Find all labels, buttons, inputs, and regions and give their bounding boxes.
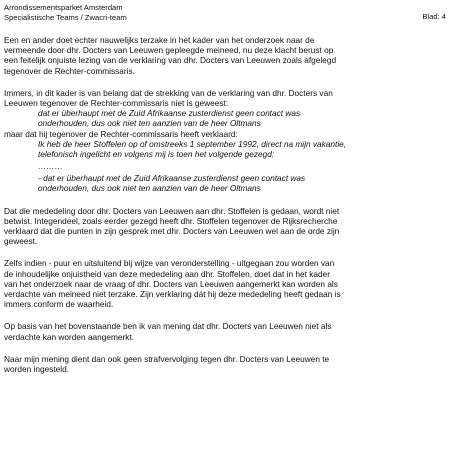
paragraph-2: Immers, in dit kader is van belang dat de strekking van de verklaring van dhr. Docters van Leeuwen tegenover de Rechter-commissaris niet is geweest: xyxy=(4,87,333,109)
paragraph-5: Op basis van het bovenstaande ben ik van mening dat dhr. Docters van Leeuwen niet als verdachte kan worden aangemerkt. xyxy=(4,321,332,342)
paragraph-6: Naar mijn mening dient dan ook geen strafvervolging tegen dhr. Docters van Leeuwen te worden ingesteld. xyxy=(4,353,330,375)
quote-3: - dat er überhaupt met de Zuid Afrikaanse zusterdienst geen contact was onderhouden, dus ook niet ten aanzien van de heer Oltmans xyxy=(38,173,306,194)
page-number: Blad: 4 xyxy=(422,12,446,21)
paragraph-2-continued: maar dat hij tegenover de Rechter-commissaris heeft verklaard: xyxy=(4,128,238,139)
paragraph-1: Een en ander doet echter nauwelijks terzake in het kader van het onderzoek naar de vermeende door dhr. Docters van Leeuwen gepleegde meineed, nu deze klacht berust op een feitelijk onjuiste lezing van de verklaring van dhr. Docters van Leeuwen zoals afgelegd tegenover de Rechter-commissaris. xyxy=(4,35,337,76)
ellipsis: ……… xyxy=(38,161,63,172)
paragraph-4: Zelfs indien - puur en uitsluitend bij wijze van veronderstelling - uitgegaan zou worden van de inhoudelijke onjuistheid van deze mededeling aan dhr. Stoffelen, doet dat in het kader van het onderzoek naar de vraag of dhr. Docters van Leeuwen aangemerkt kan worden als verdachte van meineed niet terzake. Zijn verklaring dát hij deze mededeling heeft gedaan is immers conform de waarheid. xyxy=(4,258,341,310)
team-name: Specialistische Teams / Zwacri-team xyxy=(4,12,127,22)
document-page xyxy=(4,3,446,374)
letterhead xyxy=(4,3,446,22)
quote-2: Ik heb de heer Stoffelen op of omstreeks 1 september 1992, direct na mijn vakantie, telefonisch ingelicht en volgens mij is toen het volgende gezegd: xyxy=(38,138,347,160)
paragraph-3: Dat die mededeling door dhr. Docters van Leeuwen aan dhr. Stoffelen is gedaan, wordt niet betwist. Integendeel, zoals eerder gezegd heeft dhr. Stoffelen tegenover de Rijksrecherche verklaard dat die punten in zijn gesprek met dhr. Docters van Leeuwen wel aan de orde zijn geweest. xyxy=(4,205,340,247)
quote-1: dat er überhaupt met de Zuid Afrikaanse zusterdienst geen contact was onderhouden, dus ook niet ten aanzien van de heer Oltmans xyxy=(38,108,301,129)
office-name: Arrondissementsparket Amsterdam xyxy=(4,3,123,12)
